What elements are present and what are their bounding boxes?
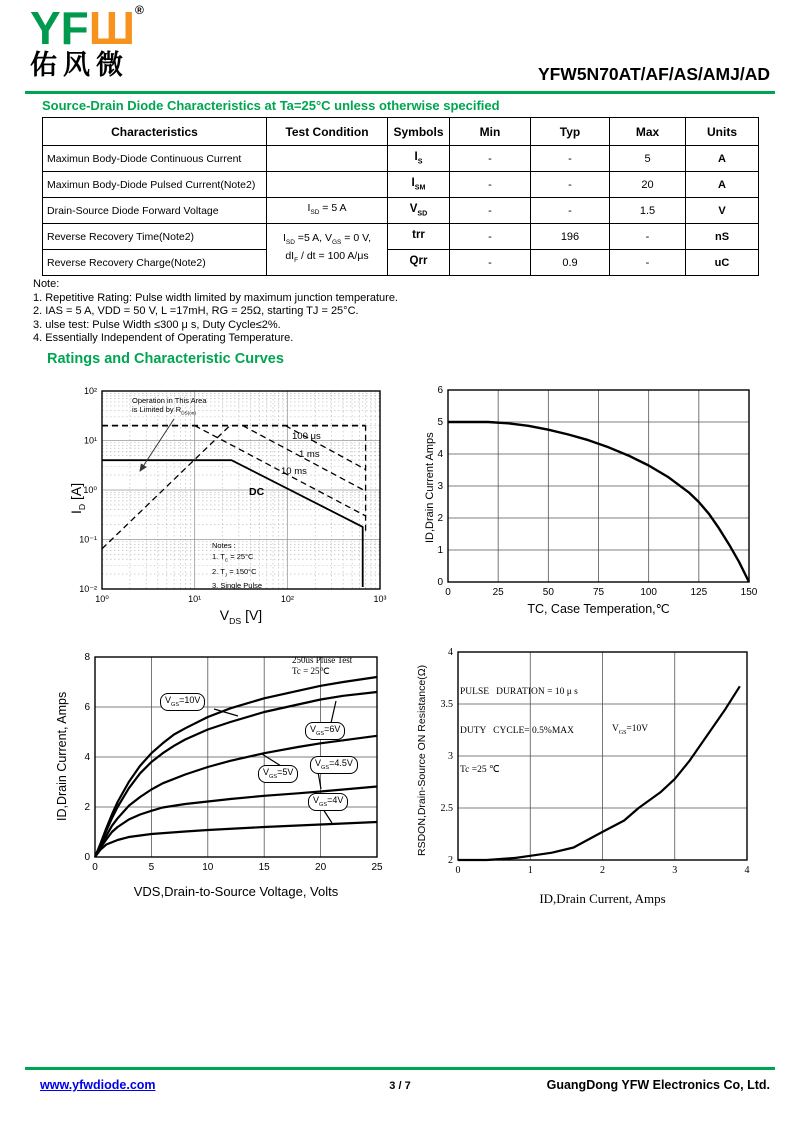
- cell-units: uC: [686, 250, 759, 276]
- svg-text:6: 6: [84, 702, 90, 713]
- soa-chart: [62, 383, 392, 635]
- column-header-test-condition: Test Condition: [267, 118, 388, 146]
- svg-text:150: 150: [740, 587, 758, 598]
- note-item: 1. Repetitive Rating: Pulse width limited by maximum junction temperature.: [33, 291, 398, 304]
- cell-symbol: $I_{SM}$: [388, 172, 450, 198]
- cell-characteristic: Reverse Recovery Time(Note2): [43, 224, 267, 250]
- column-header-symbols: Symbols: [388, 118, 450, 146]
- id-tc-y-axis-label: ID,Drain Current Amps: [424, 432, 436, 543]
- column-header-max: Max: [610, 118, 686, 146]
- registered-mark-icon: ®: [135, 3, 144, 17]
- vgs-5v-callout: $V_{GS}=5V$: [258, 765, 298, 783]
- rdson-x-axis-label: ID,Drain Current, Amps: [539, 891, 666, 906]
- cell-characteristic: Maximun Body-Diode Pulsed Current(Note2): [43, 172, 267, 198]
- soa-y-axis-label: $I_D$ [A]: [68, 482, 87, 514]
- cell-max: 5: [610, 146, 686, 172]
- svg-text:25: 25: [492, 587, 504, 598]
- svg-text:10: 10: [202, 862, 214, 873]
- output-characteristics-chart: [55, 645, 385, 913]
- cell-units: A: [686, 172, 759, 198]
- soa-label-10ms: 10 ms: [281, 466, 307, 477]
- table-row: [43, 250, 759, 276]
- svg-text:0: 0: [455, 865, 461, 876]
- vgs-10v-callout: $V_{GS}=10V$: [160, 693, 205, 711]
- id-vs-tc-chart: [418, 380, 763, 632]
- svg-text:3: 3: [672, 865, 678, 876]
- svg-text:15: 15: [258, 862, 270, 873]
- output-x-axis-label: VDS,Drain-to-Source Voltage, Volts: [133, 884, 339, 899]
- soa-plot: [62, 383, 392, 635]
- svg-text:3: 3: [437, 481, 443, 492]
- logo-yf-text: YF: [30, 2, 89, 54]
- soa-label-dc: DC: [249, 486, 265, 498]
- pulse-duration-note: PULSE DURATION = 10 μ s DUTY CYCLE= 0.5%MAX Tc =25 ℃: [460, 687, 578, 775]
- svg-text:5: 5: [148, 862, 155, 873]
- svg-text:100: 100: [640, 587, 658, 598]
- svg-text:10⁰: 10⁰: [95, 594, 109, 604]
- footer-divider: [25, 1067, 775, 1070]
- output-characteristics-plot: [55, 645, 385, 913]
- logo-chinese-name: 佑风微: [30, 50, 129, 80]
- column-header-characteristics: Characteristics: [43, 118, 267, 146]
- curves-section-title: Ratings and Characteristic Curves: [47, 351, 284, 367]
- soa-notes: Notes : 1. $T_C = 25^\circ C$ 2. $T_J = 150^\circ C$ 3. Single Pulse: [212, 541, 263, 590]
- table-row: [43, 224, 759, 250]
- svg-text:20: 20: [315, 862, 327, 873]
- table-row: [43, 146, 759, 172]
- svg-text:8: 8: [84, 652, 90, 663]
- cell-typ: -: [531, 146, 610, 172]
- company-name: GuangDong YFW Electronics Co, Ltd.: [546, 1078, 770, 1092]
- spec-table: [42, 117, 759, 276]
- svg-text:3.5: 3.5: [440, 699, 453, 710]
- svg-text:50: 50: [542, 587, 554, 598]
- note-item: 4. Essentially Independent of Operating Temperature.: [33, 332, 294, 345]
- svg-text:10⁻¹: 10⁻¹: [79, 534, 97, 545]
- cell-symbol: $I_S$: [388, 146, 450, 172]
- cell-units: A: [686, 146, 759, 172]
- cell-condition-merged: $I_{SD} =5$ A, $V_{GS} = 0$ V, $dI_F$ / dt = 100 A/μs: [267, 224, 388, 276]
- svg-text:2: 2: [448, 855, 453, 866]
- svg-text:1: 1: [437, 545, 443, 556]
- section-title: Source-Drain Diode Characteristics at Ta=25°C unless otherwise specified: [42, 98, 500, 113]
- series-rdson-limit: [102, 426, 230, 549]
- svg-text:75: 75: [592, 587, 605, 598]
- cell-symbol: $V_{SD}$: [388, 198, 450, 224]
- soa-label-1ms: 1 ms: [299, 449, 320, 460]
- svg-text:4: 4: [437, 449, 443, 460]
- cell-min: -: [450, 198, 531, 224]
- svg-text:0: 0: [84, 852, 90, 863]
- cell-condition: $I_{SD} = 5$ A: [267, 198, 388, 224]
- cell-min: -: [450, 146, 531, 172]
- svg-text:4: 4: [744, 865, 750, 876]
- cell-condition: [267, 146, 388, 172]
- page-number: 3 / 7: [389, 1080, 411, 1092]
- table-header-row: [43, 118, 759, 146]
- cell-min: -: [450, 172, 531, 198]
- svg-text:0: 0: [92, 862, 98, 873]
- series-vgs-6v: [95, 692, 377, 857]
- cell-typ: 196: [531, 224, 610, 250]
- svg-text:2: 2: [84, 802, 90, 813]
- id-tc-x-axis-label: TC, Case Temperation,℃: [527, 602, 670, 616]
- cell-characteristic: Maximun Body-Diode Continuous Current: [43, 146, 267, 172]
- vgs-4v-callout: $V_{GS}=4V$: [308, 793, 348, 811]
- column-header-units: Units: [686, 118, 759, 146]
- cell-characteristic: Reverse Recovery Charge(Note2): [43, 250, 267, 276]
- website-link[interactable]: www.yfwdiode.com: [40, 1078, 156, 1092]
- svg-text:125: 125: [690, 587, 708, 598]
- column-header-min: Min: [450, 118, 531, 146]
- cell-typ: 0.9: [531, 250, 610, 276]
- svg-text:2: 2: [437, 513, 443, 524]
- soa-label-100us: 100 μs: [292, 431, 321, 442]
- part-number: YFW5N70AT/AF/AS/AMJ/AD: [537, 64, 770, 84]
- svg-text:10⁰: 10⁰: [83, 485, 97, 495]
- svg-text:10³: 10³: [373, 594, 387, 604]
- header-divider: [25, 91, 775, 94]
- note-item: 3. ulse test: Pulse Width ≤300 μ s, Duty Cycle≤2%.: [33, 318, 281, 331]
- cell-max: 1.5: [610, 198, 686, 224]
- cell-units: nS: [686, 224, 759, 250]
- notes-title: Note:: [33, 278, 60, 290]
- cell-max: -: [610, 250, 686, 276]
- cell-symbol: trr: [388, 224, 450, 250]
- svg-text:3: 3: [448, 751, 453, 762]
- table-row: [43, 172, 759, 198]
- cell-min: -: [450, 250, 531, 276]
- svg-text:4: 4: [84, 752, 90, 763]
- cell-min: -: [450, 224, 531, 250]
- id-vs-tc-plot: [418, 380, 763, 632]
- svg-text:10⁻²: 10⁻²: [79, 584, 97, 594]
- pulse-test-note: 250us Pluse Test Tc = 25℃: [292, 655, 353, 676]
- rdson-chart: [414, 640, 759, 922]
- yfw-logo: [30, 4, 144, 79]
- svg-text:10¹: 10¹: [83, 435, 97, 446]
- logo-w-glyph: Ш: [88, 2, 136, 54]
- notes-block: [33, 278, 398, 346]
- cell-units: V: [686, 198, 759, 224]
- svg-text:10²: 10²: [280, 594, 294, 604]
- svg-text:2.5: 2.5: [440, 803, 453, 814]
- svg-text:10¹: 10¹: [188, 594, 202, 604]
- column-header-typ: Typ: [531, 118, 610, 146]
- output-y-axis-label: ID,Drain Current, Amps: [55, 691, 69, 821]
- cell-typ: -: [531, 198, 610, 224]
- cell-condition: [267, 172, 388, 198]
- svg-text:6: 6: [437, 385, 443, 396]
- svg-text:4: 4: [448, 647, 453, 658]
- rdson-y-axis-label: RSDON,Drain-Source ON Resistance(Ω): [416, 664, 428, 856]
- cell-symbol: Qrr: [388, 250, 450, 276]
- cell-typ: -: [531, 172, 610, 198]
- vgs-10v-label: $V_{GS}=10V$: [612, 724, 649, 736]
- soa-operation-note: Operation in This Area is Limited by $R_{DS(on)}$: [132, 396, 207, 416]
- svg-text:10²: 10²: [83, 386, 97, 396]
- svg-text:1: 1: [527, 865, 533, 876]
- soa-x-axis-label: $V_{DS}$ [V]: [219, 607, 263, 626]
- svg-text:2: 2: [600, 865, 605, 876]
- cell-max: 20: [610, 172, 686, 198]
- svg-text:0: 0: [445, 587, 451, 598]
- svg-text:5: 5: [437, 417, 443, 428]
- vgs-6v-callout: $V_{GS}=6V$: [305, 722, 345, 740]
- svg-text:25: 25: [371, 862, 383, 873]
- svg-text:0: 0: [437, 577, 443, 588]
- vgs-4p5v-callout: $V_{GS}=4.5V$: [310, 756, 358, 774]
- note-item: 2. IAS = 5 A, VDD = 50 V, L =17mH, RG = 25Ω, starting TJ = 25°C.: [33, 305, 359, 318]
- table-row: [43, 198, 759, 224]
- cell-characteristic: Drain-Source Diode Forward Voltage: [43, 198, 267, 224]
- series-vgs-4v: [95, 822, 377, 857]
- cell-max: -: [610, 224, 686, 250]
